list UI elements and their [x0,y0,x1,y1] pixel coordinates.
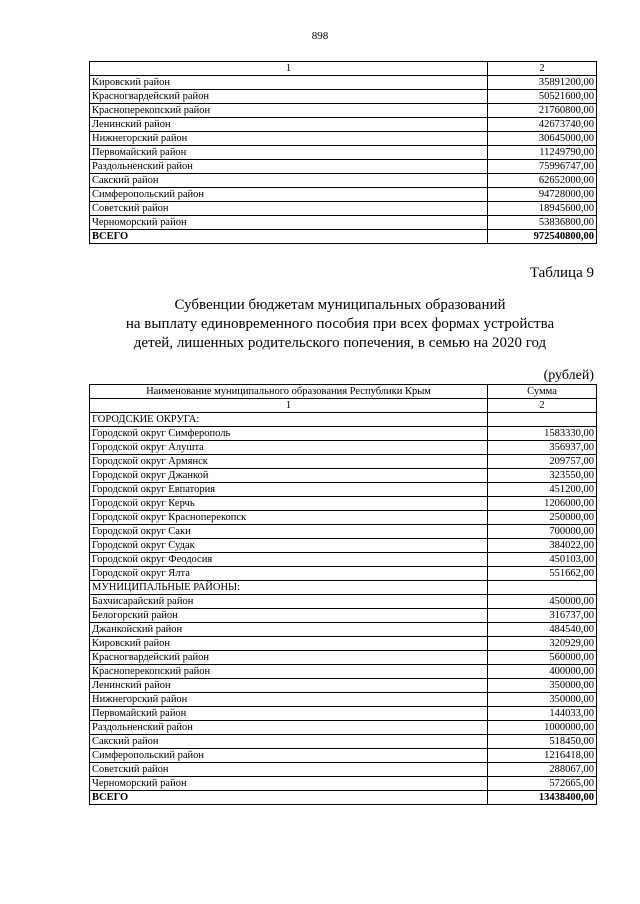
table-row-amount: 316737,00 [488,609,597,623]
table-row-amount: 53836800,00 [488,216,597,230]
table-row [90,679,597,693]
column-number-1: 1 [90,399,488,413]
column-header-row [90,385,597,399]
table-row [90,160,597,174]
column-number-1: 1 [90,62,488,76]
table-row-amount: 1583330,00 [488,427,597,441]
column-header-name: Наименование муниципального образования Республики Крым [90,385,488,399]
total-row-name: ВСЕГО [90,230,488,244]
table-row-name: Городской округ Алушта [90,441,488,455]
table-row [90,777,597,791]
table-row [90,609,597,623]
table-row [90,651,597,665]
table-row-amount: 450000,00 [488,595,597,609]
table-row-amount: 1206000,00 [488,497,597,511]
table-row-name: Нижнегорский район [90,693,488,707]
table-row-name: Городской округ Ялта [90,567,488,581]
total-row-amount: 13438400,00 [488,791,597,805]
table-row-name: Ленинский район [90,118,488,132]
table-row-amount: 75996747,00 [488,160,597,174]
column-number-2: 2 [488,399,597,413]
table-row [90,595,597,609]
table-title [80,296,600,353]
table-row-amount: 356937,00 [488,441,597,455]
table-row [90,497,597,511]
table-title-line: детей, лишенных родительского попечения, в семью на 2020 год [133,335,547,351]
table-row [90,469,597,483]
table-row-name: Красногвардейский район [90,90,488,104]
table-row [90,763,597,777]
total-row-name: ВСЕГО [90,791,488,805]
column-number-row [90,62,597,76]
table-row-name: Красноперекопский район [90,665,488,679]
table-row-name: Раздольненский район [90,160,488,174]
table-row [90,90,597,104]
table-row [90,637,597,651]
table-row-name: Первомайский район [90,707,488,721]
table-row-amount: 62652000,00 [488,174,597,188]
table-row [90,427,597,441]
page-number: 898 [311,30,329,42]
table-row-name: Раздольненский район [90,721,488,735]
table-row-amount: 350000,00 [488,679,597,693]
table-row [90,707,597,721]
table-row-name: Городской округ Саки [90,525,488,539]
table-row-amount: 250000,00 [488,511,597,525]
table-row-amount: 21760800,00 [488,104,597,118]
table-title-line: Субвенции бюджетам муниципальных образований [174,297,506,313]
table-row [90,525,597,539]
table-row-name: Красноперекопский район [90,104,488,118]
table-row-name: Городской округ Евпатория [90,483,488,497]
table-row-name: Советский район [90,202,488,216]
column-number-row [90,399,597,413]
table-row [90,721,597,735]
table-row [90,539,597,553]
table-row-amount: 30645000,00 [488,132,597,146]
table-row [90,735,597,749]
table-row-name: Городской округ Судак [90,539,488,553]
table-row [90,104,597,118]
table-row-amount: 35891200,00 [488,76,597,90]
table-row-amount: 400000,00 [488,665,597,679]
total-row-amount: 972540800,00 [488,230,597,244]
table-row-amount: 551662,00 [488,567,597,581]
table-row-amount: 484540,00 [488,623,597,637]
section-heading-row-name: МУНИЦИПАЛЬНЫЕ РАЙОНЫ: [90,581,488,595]
table-row [90,623,597,637]
table-row [90,553,597,567]
table-row-name: Городской округ Симферополь [90,427,488,441]
table9-body [90,385,597,805]
table-row-name: Сакский район [90,174,488,188]
table-row-name: Бахчисарайский район [90,595,488,609]
table-row-amount: 323550,00 [488,469,597,483]
table-row-amount: 42673740,00 [488,118,597,132]
table-row [90,483,597,497]
table-row-amount: 94728000,00 [488,188,597,202]
table-row-amount: 700000,00 [488,525,597,539]
section-heading-row [90,581,597,595]
table-row [90,567,597,581]
table-row-name: Белогорский район [90,609,488,623]
section-heading-row-name: ГОРОДСКИЕ ОКРУГА: [90,413,488,427]
table-row [90,693,597,707]
table9-subsidy-table [89,384,597,805]
total-row [90,230,597,244]
table-row-amount: 144033,00 [488,707,597,721]
table-row-amount: 451200,00 [488,483,597,497]
table-row [90,188,597,202]
table-row [90,455,597,469]
table-row [90,202,597,216]
table-row [90,749,597,763]
table-row-name: Кировский район [90,76,488,90]
table-row-amount: 350000,00 [488,693,597,707]
table-row-name: Городской округ Джанкой [90,469,488,483]
continued-subsidy-table [89,61,597,244]
table-row-name: Черноморский район [90,216,488,230]
table-row-name: Черноморский район [90,777,488,791]
table-row [90,118,597,132]
table-row-name: Джанкойский район [90,623,488,637]
column-number-2: 2 [488,62,597,76]
column-header-amount: Сумма [488,385,597,399]
section-heading-row-amount [488,581,597,595]
table-row [90,174,597,188]
total-row [90,791,597,805]
table-row-amount: 560000,00 [488,651,597,665]
table-row [90,511,597,525]
table-row-amount: 50521600,00 [488,90,597,104]
table-row-name: Кировский район [90,637,488,651]
table-row-name: Городской округ Феодосия [90,553,488,567]
table-row-name: Красногвардейский район [90,651,488,665]
table-row [90,665,597,679]
table-row-amount: 1216418,00 [488,749,597,763]
table-row-amount: 11249790,00 [488,146,597,160]
table-row-amount: 1000000,00 [488,721,597,735]
table-row-name: Городской округ Красноперекопск [90,511,488,525]
table-row [90,76,597,90]
table-row-name: Ленинский район [90,679,488,693]
table-row-amount: 518450,00 [488,735,597,749]
currency-units: (рублей) [543,368,594,383]
table-label: Таблица 9 [529,265,594,281]
table-row-amount: 384022,00 [488,539,597,553]
table-row-name: Городской округ Армянск [90,455,488,469]
section-heading-row-amount [488,413,597,427]
table-row-name: Нижнегорский район [90,132,488,146]
continued-table-body [90,62,597,244]
table-row [90,132,597,146]
table-row-name: Советский район [90,763,488,777]
table-row-amount: 572665,00 [488,777,597,791]
table-row [90,216,597,230]
table-row-name: Симферопольский район [90,188,488,202]
table-row-amount: 320929,00 [488,637,597,651]
section-heading-row [90,413,597,427]
table-row-name: Первомайский район [90,146,488,160]
table-row-amount: 209757,00 [488,455,597,469]
table-row [90,146,597,160]
table-row-name: Симферопольский район [90,749,488,763]
table-row-name: Городской округ Керчь [90,497,488,511]
table-row [90,441,597,455]
table-row-name: Сакский район [90,735,488,749]
table-row-amount: 450103,00 [488,553,597,567]
table-row-amount: 18945600,00 [488,202,597,216]
table-title-line: на выплату единовременного пособия при всех формах устройства [125,316,555,332]
table-row-amount: 288067,00 [488,763,597,777]
